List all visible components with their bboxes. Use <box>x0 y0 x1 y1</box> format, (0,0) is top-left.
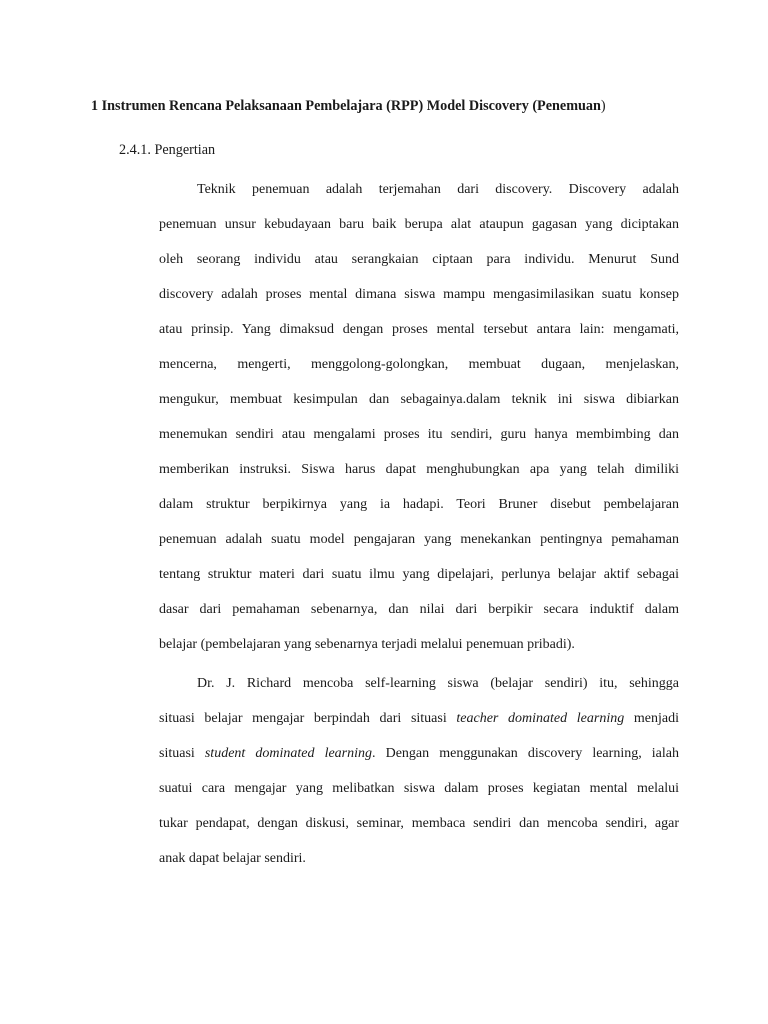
paragraph-line: dasar dari pemahaman sebenarnya, dan nilai dari berpikir secara induktif dalam <box>159 602 679 617</box>
text-run: . Dengan menggunakan discovery learning, ialah <box>372 746 679 761</box>
text-run: menjadi <box>624 711 679 726</box>
paragraph-line: penemuan adalah suatu model pengajaran yang menekankan pentingnya pemahaman <box>159 532 679 547</box>
paragraph-line: belajar (pembelajaran yang sebenarnya terjadi melalui penemuan pribadi). <box>159 637 575 652</box>
subsection-heading: 2.4.1. Pengertian <box>119 142 216 158</box>
paragraph-line: tukar pendapat, dengan diskusi, seminar, membaca sendiri dan mencoba sendiri, agar <box>159 816 679 831</box>
paragraph-line: discovery adalah proses mental dimana siswa mampu mengasimilasikan suatu konsep <box>159 287 679 302</box>
paragraph-line: menemukan sendiri atau mengalami proses itu sendiri, guru hanya membimbing dan <box>159 427 679 442</box>
paragraph-line <box>159 744 679 764</box>
text-run: situasi <box>159 746 205 761</box>
paragraph-line: dalam struktur berpikirnya yang ia hadapi. Teori Bruner disebut pembelajaran <box>159 497 679 512</box>
section-heading-close-paren: ) <box>600 98 606 114</box>
paragraph-line: Dr. J. Richard mencoba self-learning siswa (belajar sendiri) itu, sehingga <box>197 676 679 691</box>
italic-term: student dominated learning <box>204 746 373 761</box>
paragraph-line: atau prinsip. Yang dimaksud dengan proses mental tersebut antara lain: mengamati, <box>159 322 679 337</box>
paragraph-line <box>159 709 679 729</box>
paragraph-line: memberikan instruksi. Siswa harus dapat menghubungkan apa yang telah dimiliki <box>159 462 679 477</box>
paragraph-line: penemuan unsur kebudayaan baru baik berupa alat ataupun gagasan yang diciptakan <box>159 217 679 232</box>
paragraph-line: anak dapat belajar sendiri. <box>159 851 306 866</box>
text-run: situasi belajar mengajar berpindah dari situasi <box>159 711 457 726</box>
paragraph-line: suatui cara mengajar yang melibatkan siswa dalam proses kegiatan mental melalui <box>159 781 679 796</box>
paragraph-line: Teknik penemuan adalah terjemahan dari discovery. Discovery adalah <box>197 182 679 197</box>
paragraph-line: mengukur, membuat kesimpulan dan sebagainya.dalam teknik ini siswa dibiarkan <box>159 392 679 407</box>
paragraph-line: tentang struktur materi dari suatu ilmu yang dipelajari, perlunya belajar aktif sebagai <box>159 567 679 582</box>
paragraph-line: oleh seorang individu atau serangkaian ciptaan para individu. Menurut Sund <box>159 252 679 267</box>
section-heading-text: 1 Instrumen Rencana Pelaksanaan Pembelajara (RPP) Model Discovery (Penemuan <box>91 98 601 114</box>
paragraph-line: mencerna, mengerti, menggolong-golongkan, membuat dugaan, menjelaskan, <box>159 357 679 372</box>
section-heading <box>91 98 606 115</box>
italic-term: teacher dominated learning <box>456 711 625 726</box>
